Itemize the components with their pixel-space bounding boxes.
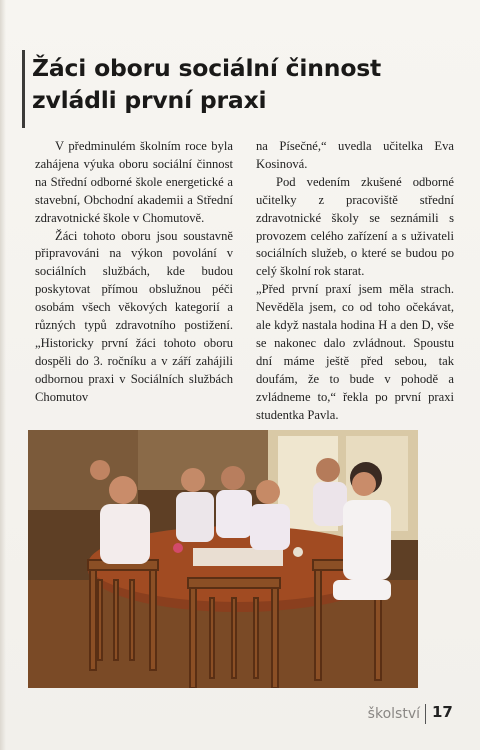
paragraph: na Písečné,“ uvedla učitelka Eva Kosinová. [256, 139, 454, 171]
page-number: 17 [432, 703, 453, 721]
paragraph: V předminulém školním roce byla zahájena výuka oboru sociální činnost na Střední odborné škole energetické a stavební, Obchodní akademii a Střední zdravotnické škole v Chomutově. [35, 139, 233, 225]
paragraph: „Před první praxí jsem měla strach. Nevěděla jsem, co od toho očekávat, ale když nastala hodina H a den D, vše se nakonec dalo zvládnout. Spoustu dní máme ještě před sebou, tak doufám, že to bude v pohodě a zvládneme to,“ řekla po první praxi studentka Pavla. [256, 282, 454, 422]
headline-accent-bar [22, 50, 25, 128]
headline-line-1: Žáci oboru sociální činnost [32, 54, 382, 82]
photo-students-at-table [28, 430, 418, 688]
article-column-right [256, 138, 454, 425]
article-photo [28, 430, 418, 688]
headline-line-2: zvládli první praxi [32, 86, 267, 114]
scan-shadow [0, 0, 6, 750]
article-headline [32, 52, 452, 116]
paragraph: Žáci tohoto oboru jsou soustavně připravováni na výkon povolání v sociálních službách, kde budou poskytovat přímou obslužnou péči osobám všech věkových kategorií a různých typů zdravotního postižení. „Historicky první žáci tohoto oboru dospěli do 3. ročníku a v září zahájili odbornou praxi v Sociálních službách Chomutov [35, 228, 233, 404]
footer-section-label: školství [367, 706, 420, 722]
paragraph: Pod vedením zkušené odborné učitelky z pracoviště střední zdravotnické školy se seznámili s provozem celého zařízení a s uživateli sociálních služeb, o které se budou po celý školní rok starat. [256, 174, 454, 279]
footer-divider [425, 704, 426, 724]
article-column-left [35, 138, 233, 407]
